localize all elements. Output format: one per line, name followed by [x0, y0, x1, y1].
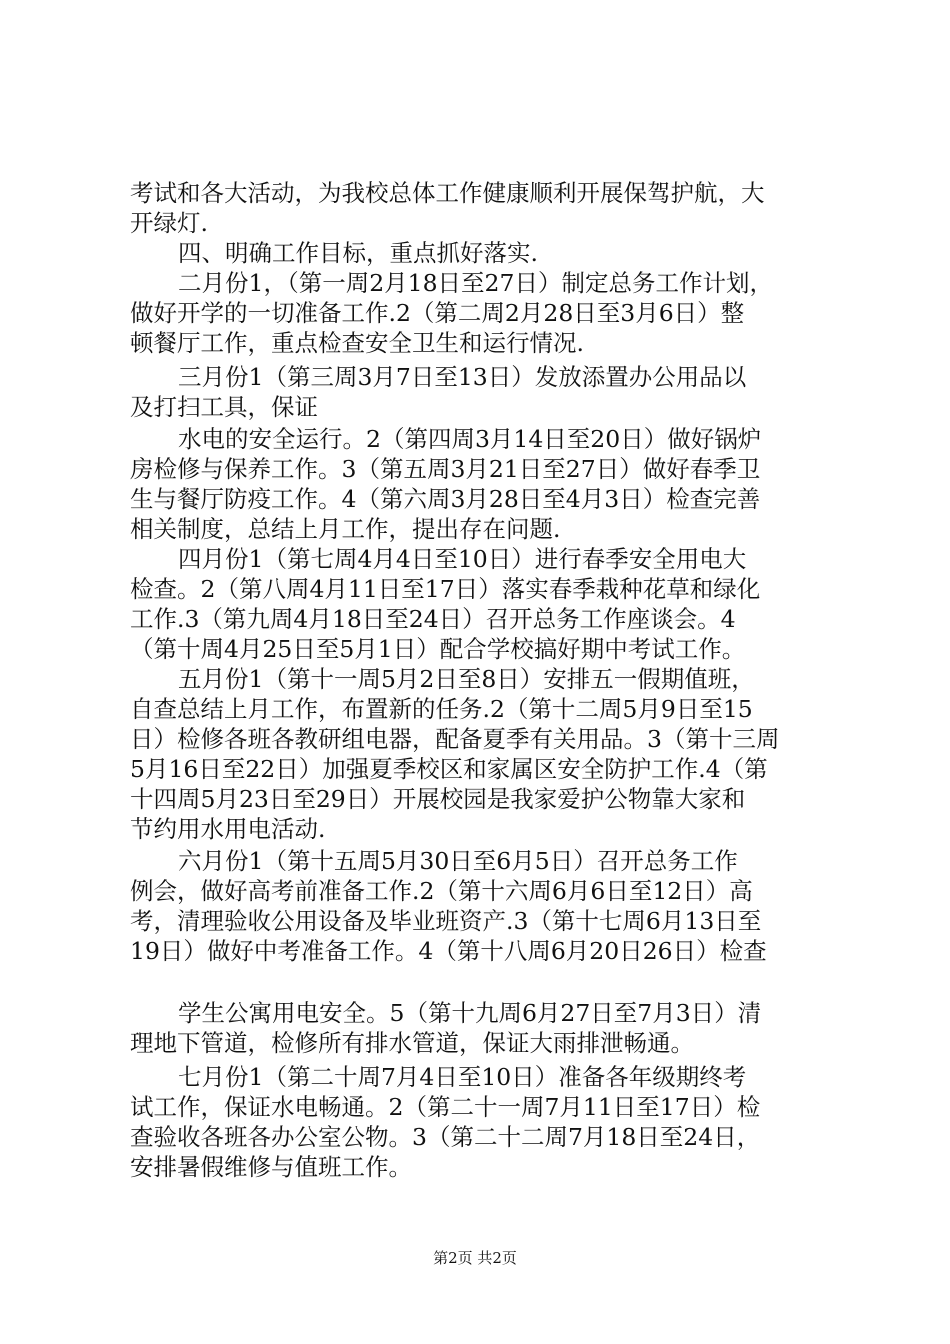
- text-line: 十四周5月23日至29日）开展校园是我家爱护公物靠大家和: [130, 785, 746, 813]
- text-line: 四月份1（第七周4月4日至10日）进行春季安全用电大: [178, 545, 747, 573]
- text-line: 二月份1，（第一周2月18日至27日）制定总务工作计划，: [178, 269, 773, 297]
- text-line: 房检修与保养工作。3（第五周3月21日至27日）做好春季卫: [130, 455, 761, 483]
- text-line: 三月份1（第三周3月7日至13日）发放添置办公用品以: [178, 363, 747, 391]
- text-line: 及打扫工具，保证: [130, 393, 318, 421]
- text-line: （第十周4月25日至5月1日）配合学校搞好期中考试工作。: [130, 635, 746, 663]
- text-line: 开绿灯.: [130, 209, 208, 237]
- text-line: 考，清理验收公用设备及毕业班资产.3（第十七周6月13日至: [130, 907, 762, 935]
- text-line: 学生公寓用电安全。5（第十九周6月27日至7月3日）清: [178, 999, 762, 1027]
- text-line: 安排暑假维修与值班工作。: [130, 1153, 412, 1181]
- text-line: 5月16日至22日）加强夏季校区和家属区安全防护工作.4（第: [130, 755, 768, 783]
- text-line: 试工作，保证水电畅通。2（第二十一周7月11日至17日）检: [130, 1093, 761, 1121]
- text-line: 考试和各大活动，为我校总体工作健康顺利开展保驾护航，大: [130, 179, 765, 207]
- text-line: 顿餐厅工作，重点检查安全卫生和运行情况.: [130, 329, 584, 357]
- text-line: 理地下管道，检修所有排水管道，保证大雨排泄畅通。: [130, 1029, 694, 1057]
- text-line: 例会，做好高考前准备工作.2（第十六周6月6日至12日）高: [130, 877, 753, 905]
- text-line: 检查。2（第八周4月11日至17日）落实春季栽种花草和绿化: [130, 575, 761, 603]
- text-line: 自查总结上月工作，布置新的任务.2（第十二周5月9日至15: [130, 695, 753, 723]
- text-line: 日）检修各班各教研组电器，配备夏季有关用品。3（第十三周: [130, 725, 780, 753]
- text-line: 七月份1（第二十周7月4日至10日）准备各年级期终考: [178, 1063, 747, 1091]
- text-line: 工作.3（第九周4月18日至24日）召开总务工作座谈会。4: [130, 605, 736, 633]
- text-line: 五月份1（第十一周5月2日至8日）安排五一假期值班，: [178, 665, 755, 693]
- section-heading: 四、明确工作目标，重点抓好落实.: [178, 239, 538, 267]
- text-line: 六月份1（第十五周5月30日至6月5日）召开总务工作: [178, 847, 738, 875]
- text-line: 19日）做好中考准备工作。4（第十八周6月20日26日）检查: [130, 937, 767, 965]
- page-footer: 第2页 共2页: [433, 1249, 517, 1267]
- text-line: 生与餐厅防疫工作。4（第六周3月28日至4月3日）检查完善: [130, 485, 761, 513]
- text-line: 节约用水用电活动.: [130, 815, 326, 843]
- text-line: 相关制度，总结上月工作，提出存在问题.: [130, 515, 561, 543]
- text-line: 做好开学的一切准备工作.2（第二周2月28日至3月6日）整: [130, 299, 745, 327]
- text-line: 水电的安全运行。2（第四周3月14日至20日）做好锅炉: [178, 425, 762, 453]
- text-line: 查验收各班各办公室公物。3（第二十二周7月18日至24日，: [130, 1123, 761, 1151]
